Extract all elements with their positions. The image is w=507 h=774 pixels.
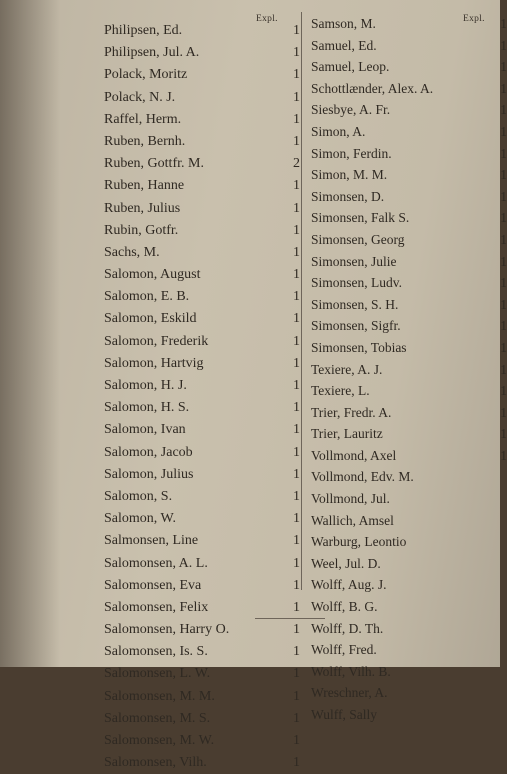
list-item: [311, 466, 503, 488]
entry-name: Salomon, E. B.: [104, 289, 190, 305]
entry-count: 1: [293, 89, 300, 105]
entry-count: 1: [500, 210, 507, 226]
list-item: [311, 380, 507, 402]
entry-count: 1: [500, 383, 507, 399]
list-item: [104, 597, 300, 619]
entry-count: 1: [293, 400, 300, 416]
list-item: [104, 442, 300, 464]
list-item: [104, 508, 300, 530]
page-shadow: [0, 0, 60, 667]
entry-count: 1: [500, 296, 507, 312]
list-item: [311, 488, 503, 510]
list-item: [104, 109, 300, 131]
entry-count: 1: [500, 145, 507, 161]
entry-count: 1: [500, 231, 507, 247]
entry-name: Wreschner, A.: [311, 685, 388, 701]
list-item: [311, 682, 503, 704]
entry-name: Sachs, M.: [104, 244, 160, 260]
entry-name: Salomon, Frederik: [104, 333, 209, 349]
list-item: [311, 207, 507, 229]
expl-header-right: Expl.: [463, 14, 485, 24]
list-item: [104, 530, 300, 552]
entry-count: 1: [500, 188, 507, 204]
entry-name: Ruben, Hanne: [104, 178, 185, 194]
entry-count: 2: [293, 156, 300, 172]
entry-name: Salomonsen, Felix: [104, 599, 209, 615]
entry-count: 1: [293, 23, 300, 38]
entry-name: Texiere, A. J.: [311, 361, 383, 377]
list-item: [104, 20, 300, 42]
entry-name: Vollmond, Axel: [311, 447, 397, 463]
entry-count: 1: [293, 45, 300, 61]
list-item: [104, 641, 300, 663]
list-item: [311, 337, 507, 359]
list-item: [104, 242, 300, 264]
entry-count: 1: [293, 422, 300, 438]
list-item: [104, 353, 300, 375]
entry-count: 1: [293, 466, 300, 482]
list-item: [311, 56, 507, 78]
entry-name: Simonsen, D.: [311, 188, 385, 204]
entry-count: 1: [500, 253, 507, 269]
list-item: [311, 35, 507, 57]
entry-name: Simon, M. M.: [311, 167, 388, 183]
entry-name: Salomon, Julius: [104, 466, 194, 482]
list-item: [104, 486, 300, 508]
entry-count: 1: [500, 339, 507, 355]
list-item: [104, 308, 300, 330]
list-item: [104, 220, 300, 242]
entry-count: 1: [293, 555, 300, 571]
list-item: [311, 13, 507, 35]
list-item: [311, 510, 503, 532]
list-item: [104, 553, 300, 575]
entry-count: 1: [293, 267, 300, 283]
entry-count: 1: [293, 733, 300, 748]
entry-count: 1: [500, 123, 507, 139]
entry-name: Schottlænder, Alex. A.: [311, 80, 434, 96]
list-item: [104, 575, 300, 597]
entry-name: Samuel, Ed.: [311, 37, 377, 53]
entry-name: Salomonsen, M. S.: [104, 710, 211, 726]
list-item: [311, 596, 503, 618]
entry-name: Salomon, W.: [104, 511, 176, 527]
list-item: [104, 730, 300, 752]
entry-count: 1: [500, 318, 507, 334]
entry-name: Simonsen, Falk S.: [311, 210, 410, 226]
entry-count: 1: [293, 511, 300, 527]
list-item: [104, 131, 300, 153]
list-item: [311, 143, 507, 165]
entry-name: Wolff, B. G.: [311, 599, 378, 615]
entry-count: 1: [293, 244, 300, 260]
entry-count: 1: [293, 666, 300, 682]
entry-name: Salomon, H. J.: [104, 378, 187, 393]
entry-count: 1: [293, 178, 300, 194]
entry-name: Simonsen, Julie: [311, 253, 397, 269]
list-item: [104, 331, 300, 353]
entry-count: 1: [500, 37, 507, 53]
entry-name: Salomon, H. S.: [104, 400, 190, 416]
entry-name: Wolff, D. Th.: [311, 620, 384, 636]
entry-name: Salomonsen, M. M.: [104, 688, 215, 704]
entry-count: 1: [293, 67, 300, 83]
list-item: [104, 153, 300, 175]
list-item: [311, 445, 507, 467]
list-item: [104, 175, 300, 197]
list-item: [104, 619, 300, 641]
list-item: [311, 315, 507, 337]
list-item: [311, 251, 507, 273]
entry-name: Salomon, Ivan: [104, 422, 186, 438]
entry-name: Simon, A.: [311, 123, 366, 139]
entry-count: 1: [293, 444, 300, 460]
list-item: [104, 686, 300, 708]
list-item: [311, 639, 503, 661]
entry-count: 1: [293, 111, 300, 127]
list-item: [311, 294, 507, 316]
entry-count: 1: [293, 289, 300, 305]
entry-name: Vollmond, Edv. M.: [311, 469, 414, 485]
entry-name: Siesbye, A. Fr.: [311, 102, 391, 118]
entry-name: Trier, Lauritz: [311, 426, 383, 442]
entry-count: 1: [293, 599, 300, 615]
list-item: [104, 752, 300, 774]
entry-name: Polack, N. J.: [104, 89, 176, 105]
entry-name: Salomonsen, Harry O.: [104, 622, 230, 638]
entry-count: 1: [500, 80, 507, 96]
entry-count: 1: [293, 644, 300, 660]
list-item: [311, 78, 507, 100]
entry-name: Salomon, August: [104, 267, 201, 283]
entry-name: Samson, M.: [311, 16, 376, 31]
entry-name: Vollmond, Jul.: [311, 491, 390, 507]
entry-name: Simonsen, S. H.: [311, 296, 399, 312]
entry-count: 1: [293, 488, 300, 504]
column-divider: [301, 12, 302, 590]
entry-name: Polack, Moritz: [104, 67, 188, 83]
entry-name: Raffel, Herm.: [104, 111, 182, 127]
entry-name: Salomon, S.: [104, 488, 173, 504]
list-item: [104, 663, 300, 685]
entry-count: 1: [293, 710, 300, 726]
list-item: [311, 272, 507, 294]
list-item: [311, 402, 507, 424]
entry-name: Ruben, Gottfr. M.: [104, 156, 204, 172]
entry-count: 1: [293, 622, 300, 638]
list-item: [104, 419, 300, 441]
list-item: [104, 397, 300, 419]
entry-count: 1: [293, 355, 300, 371]
entry-count: 1: [293, 222, 300, 238]
entry-name: Wolff, Aug. J.: [311, 577, 387, 593]
entry-name: Salomonsen, A. L.: [104, 555, 208, 571]
entry-name: Samuel, Leop.: [311, 59, 390, 75]
list-item: [311, 661, 503, 683]
entry-name: Weel, Jul. D.: [311, 555, 381, 571]
entry-count: 1: [500, 102, 507, 118]
entry-name: Salomon, Hartvig: [104, 355, 204, 371]
entry-count: 1: [500, 275, 507, 291]
entry-count: 1: [293, 133, 300, 149]
entry-count: 1: [293, 688, 300, 704]
list-item: [104, 708, 300, 730]
entry-name: Wallich, Amsel: [311, 512, 394, 528]
list-item: [311, 229, 507, 251]
entry-name: Rubin, Gotfr.: [104, 222, 179, 238]
entry-name: Warburg, Leontio: [311, 534, 407, 550]
entry-count: 1: [500, 447, 507, 463]
list-item: [311, 121, 507, 143]
entry-name: Salomonsen, L. W.: [104, 666, 211, 682]
list-item: [311, 359, 507, 381]
entry-name: Simonsen, Tobias: [311, 339, 407, 355]
list-item: [311, 553, 503, 575]
entry-name: Simon, Ferdin.: [311, 145, 392, 161]
right-column-list: [311, 13, 507, 726]
entry-count: 1: [293, 577, 300, 593]
entry-count: 1: [293, 378, 300, 393]
entry-name: Simonsen, Sigfr.: [311, 318, 401, 334]
entry-count: 1: [293, 311, 300, 327]
list-item: [311, 618, 503, 640]
list-item: [104, 375, 300, 397]
entry-name: Philipsen, Ed.: [104, 23, 183, 38]
entry-name: Salomonsen, M. W.: [104, 733, 215, 748]
list-item: [104, 64, 300, 86]
entry-count: 1: [500, 167, 507, 183]
entry-name: Salomonsen, Is. S.: [104, 644, 208, 660]
entry-name: Texiere, L.: [311, 383, 370, 399]
list-item: [104, 87, 300, 109]
entry-name: Salomonsen, Eva: [104, 577, 202, 593]
list-item: [104, 198, 300, 220]
entry-name: Salomonsen, Vilh.: [104, 755, 207, 771]
entry-count: 1: [500, 16, 507, 31]
entry-count: 1: [293, 755, 300, 771]
entry-count: 1: [293, 333, 300, 349]
list-item: [311, 531, 503, 553]
list-item: [104, 286, 300, 308]
entry-name: Simonsen, Georg: [311, 231, 405, 247]
list-item: [311, 574, 503, 596]
entry-name: Trier, Fredr. A.: [311, 404, 392, 420]
entry-name: Wulff, Sally: [311, 707, 377, 722]
entry-name: Wolff, Vilh. B.: [311, 663, 391, 679]
entry-count: 1: [293, 200, 300, 216]
entry-count: 1: [500, 361, 507, 377]
entry-name: Ruben, Julius: [104, 200, 181, 216]
entry-name: Salomon, Eskild: [104, 311, 197, 327]
entry-count: 1: [500, 59, 507, 75]
entry-count: 1: [500, 426, 507, 442]
entry-name: Simonsen, Ludv.: [311, 275, 402, 291]
list-item: [311, 423, 507, 445]
entry-name: Salomon, Jacob: [104, 444, 193, 460]
list-item: [311, 186, 507, 208]
entry-count: 1: [500, 404, 507, 420]
list-item: [311, 704, 503, 726]
entry-name: Wolff, Fred.: [311, 642, 377, 658]
entry-name: Salmonsen, Line: [104, 533, 199, 549]
entry-name: Philipsen, Jul. A.: [104, 45, 200, 61]
left-column-list: [104, 20, 300, 774]
entry-count: 1: [293, 533, 300, 549]
entry-name: Ruben, Bernh.: [104, 133, 186, 149]
list-item: [104, 464, 300, 486]
list-item: [104, 42, 300, 64]
list-item: [104, 264, 300, 286]
list-item: [311, 164, 507, 186]
list-item: [311, 99, 507, 121]
expl-header-left: Expl.: [256, 14, 278, 24]
